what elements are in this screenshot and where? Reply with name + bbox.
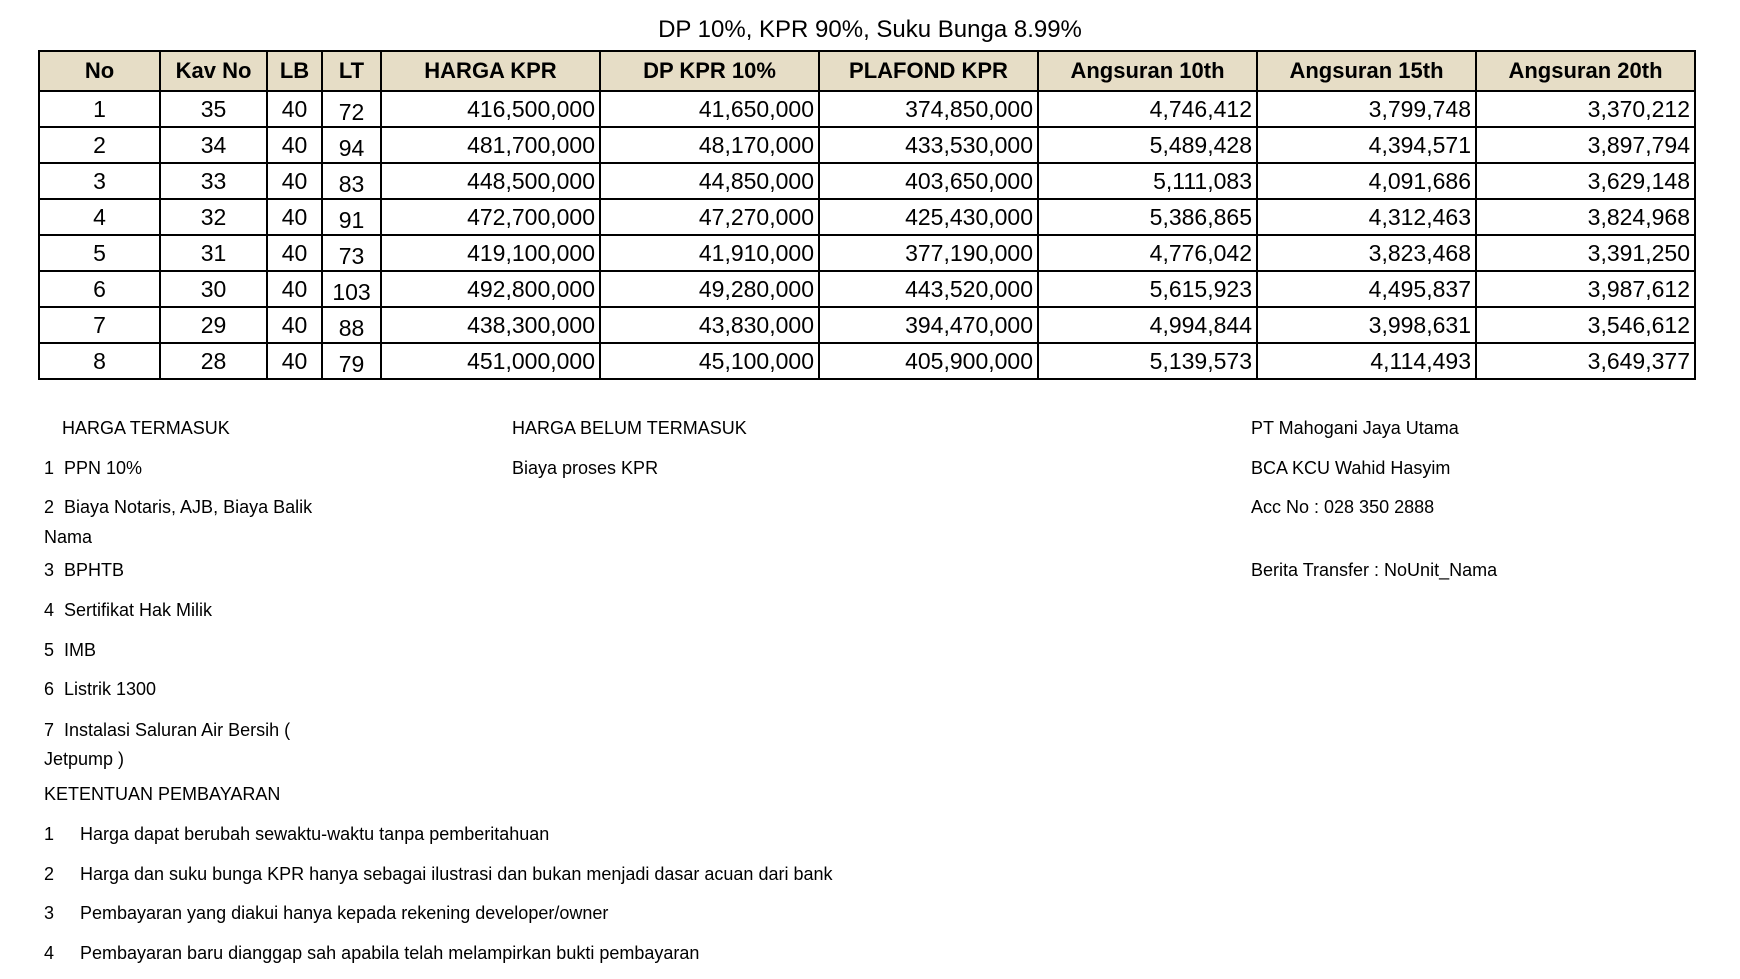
cell-harga-kpr: 438,300,000	[381, 307, 600, 343]
includes-item: 1 PPN 10%	[44, 458, 143, 478]
col-header-angsuran-10: Angsuran 10th	[1038, 51, 1257, 91]
cell-lt: 88	[322, 307, 381, 343]
table-row	[39, 307, 1695, 343]
cell-lt: 73	[322, 235, 381, 271]
cell-angsuran-10: 4,746,412	[1038, 91, 1257, 127]
col-header-dp-kpr: DP KPR 10%	[600, 51, 819, 91]
cell-dp-kpr: 47,270,000	[600, 199, 819, 235]
cell-plafond-kpr: 374,850,000	[819, 91, 1038, 127]
cell-lb: 40	[267, 307, 322, 343]
cell-angsuran-15: 3,998,631	[1257, 307, 1476, 343]
cell-lt: 103	[322, 271, 381, 307]
table-row	[39, 343, 1695, 379]
table-subtitle: DP 10%, KPR 90%, Suku Bunga 8.99%	[658, 16, 1082, 43]
company-name: PT Mahogani Jaya Utama	[1251, 418, 1459, 438]
includes-item: 5 IMB	[44, 640, 97, 660]
cell-angsuran-15: 4,091,686	[1257, 163, 1476, 199]
includes-title: HARGA TERMASUK	[62, 418, 230, 438]
bank-branch: BCA KCU Wahid Hasyim	[1251, 458, 1451, 478]
cell-harga-kpr: 451,000,000	[381, 343, 600, 379]
cell-harga-kpr: 448,500,000	[381, 163, 600, 199]
cell-dp-kpr: 41,650,000	[600, 91, 819, 127]
cell-plafond-kpr: 425,430,000	[819, 199, 1038, 235]
includes-item-continuation: Nama	[44, 527, 93, 547]
includes-item-continuation: Jetpump )	[44, 749, 125, 769]
excludes-item: Biaya proses KPR	[512, 458, 659, 478]
cell-angsuran-10: 5,489,428	[1038, 127, 1257, 163]
cell-kav-no: 31	[160, 235, 267, 271]
includes-item: 3 BPHTB	[44, 560, 125, 580]
includes-item: 7 Instalasi Saluran Air Bersih (	[44, 720, 291, 740]
cell-harga-kpr: 492,800,000	[381, 271, 600, 307]
cell-angsuran-20: 3,897,794	[1476, 127, 1695, 163]
cell-no: 3	[39, 163, 160, 199]
cell-angsuran-10: 5,615,923	[1038, 271, 1257, 307]
cell-angsuran-15: 4,495,837	[1257, 271, 1476, 307]
cell-dp-kpr: 45,100,000	[600, 343, 819, 379]
cell-kav-no: 28	[160, 343, 267, 379]
cell-lb: 40	[267, 199, 322, 235]
col-header-no: No	[39, 51, 160, 91]
includes-item: 6 Listrik 1300	[44, 679, 157, 699]
cell-plafond-kpr: 394,470,000	[819, 307, 1038, 343]
cell-angsuran-10: 4,994,844	[1038, 307, 1257, 343]
cell-dp-kpr: 43,830,000	[600, 307, 819, 343]
cell-angsuran-20: 3,987,612	[1476, 271, 1695, 307]
cell-plafond-kpr: 443,520,000	[819, 271, 1038, 307]
terms-item: 3 Pembayaran yang diakui hanya kepada rekening developer/owner	[44, 903, 609, 923]
cell-angsuran-15: 4,394,571	[1257, 127, 1476, 163]
cell-lb: 40	[267, 91, 322, 127]
includes-item: 2 Biaya Notaris, AJB, Biaya Balik	[44, 497, 313, 517]
excludes-title: HARGA BELUM TERMASUK	[512, 418, 747, 438]
cell-kav-no: 35	[160, 91, 267, 127]
table-header-row	[39, 51, 1695, 91]
col-header-plafond-kpr: PLAFOND KPR	[819, 51, 1038, 91]
table-body	[39, 91, 1695, 379]
table-row	[39, 235, 1695, 271]
cell-lt: 72	[322, 91, 381, 127]
cell-no: 4	[39, 199, 160, 235]
cell-lb: 40	[267, 235, 322, 271]
col-header-lt: LT	[322, 51, 381, 91]
cell-angsuran-10: 4,776,042	[1038, 235, 1257, 271]
cell-angsuran-10: 5,139,573	[1038, 343, 1257, 379]
col-header-angsuran-15: Angsuran 15th	[1257, 51, 1476, 91]
cell-lt: 79	[322, 343, 381, 379]
cell-lb: 40	[267, 343, 322, 379]
cell-kav-no: 34	[160, 127, 267, 163]
cell-lb: 40	[267, 163, 322, 199]
cell-angsuran-10: 5,386,865	[1038, 199, 1257, 235]
cell-harga-kpr: 481,700,000	[381, 127, 600, 163]
cell-plafond-kpr: 405,900,000	[819, 343, 1038, 379]
cell-no: 5	[39, 235, 160, 271]
terms-item: 1 Harga dapat berubah sewaktu-waktu tanpa pemberitahuan	[44, 824, 550, 844]
cell-no: 7	[39, 307, 160, 343]
cell-dp-kpr: 48,170,000	[600, 127, 819, 163]
cell-lt: 94	[322, 127, 381, 163]
cell-kav-no: 32	[160, 199, 267, 235]
terms-item: 4 Pembayaran baru dianggap sah apabila telah melampirkan bukti pembayaran	[44, 943, 700, 963]
cell-lb: 40	[267, 271, 322, 307]
cell-plafond-kpr: 377,190,000	[819, 235, 1038, 271]
includes-item: 4 Sertifikat Hak Milik	[44, 600, 213, 620]
cell-harga-kpr: 472,700,000	[381, 199, 600, 235]
cell-plafond-kpr: 433,530,000	[819, 127, 1038, 163]
cell-angsuran-20: 3,629,148	[1476, 163, 1695, 199]
cell-kav-no: 33	[160, 163, 267, 199]
cell-angsuran-10: 5,111,083	[1038, 163, 1257, 199]
cell-no: 8	[39, 343, 160, 379]
price-table	[38, 50, 1696, 380]
cell-angsuran-15: 3,823,468	[1257, 235, 1476, 271]
cell-kav-no: 29	[160, 307, 267, 343]
col-header-harga-kpr: HARGA KPR	[381, 51, 600, 91]
cell-angsuran-20: 3,391,250	[1476, 235, 1695, 271]
cell-no: 1	[39, 91, 160, 127]
cell-lt: 83	[322, 163, 381, 199]
cell-angsuran-20: 3,370,212	[1476, 91, 1695, 127]
cell-harga-kpr: 419,100,000	[381, 235, 600, 271]
cell-no: 6	[39, 271, 160, 307]
cell-no: 2	[39, 127, 160, 163]
cell-angsuran-15: 3,799,748	[1257, 91, 1476, 127]
cell-angsuran-20: 3,824,968	[1476, 199, 1695, 235]
cell-dp-kpr: 49,280,000	[600, 271, 819, 307]
table-row	[39, 91, 1695, 127]
cell-kav-no: 30	[160, 271, 267, 307]
table-row	[39, 271, 1695, 307]
cell-angsuran-20: 3,546,612	[1476, 307, 1695, 343]
table-row	[39, 199, 1695, 235]
terms-title: KETENTUAN PEMBAYARAN	[44, 784, 281, 804]
cell-angsuran-15: 4,312,463	[1257, 199, 1476, 235]
cell-harga-kpr: 416,500,000	[381, 91, 600, 127]
cell-angsuran-20: 3,649,377	[1476, 343, 1695, 379]
col-header-angsuran-20: Angsuran 20th	[1476, 51, 1695, 91]
cell-dp-kpr: 41,910,000	[600, 235, 819, 271]
terms-item: 2 Harga dan suku bunga KPR hanya sebagai ilustrasi dan bukan menjadi dasar acuan dari bank	[44, 864, 833, 884]
cell-lt: 91	[322, 199, 381, 235]
cell-lb: 40	[267, 127, 322, 163]
cell-plafond-kpr: 403,650,000	[819, 163, 1038, 199]
cell-angsuran-15: 4,114,493	[1257, 343, 1476, 379]
col-header-lb: LB	[267, 51, 322, 91]
cell-dp-kpr: 44,850,000	[600, 163, 819, 199]
account-number: Acc No : 028 350 2888	[1251, 497, 1435, 517]
table-row	[39, 163, 1695, 199]
transfer-note: Berita Transfer : NoUnit_Nama	[1251, 560, 1498, 580]
col-header-kav-no: Kav No	[160, 51, 267, 91]
table-row	[39, 127, 1695, 163]
